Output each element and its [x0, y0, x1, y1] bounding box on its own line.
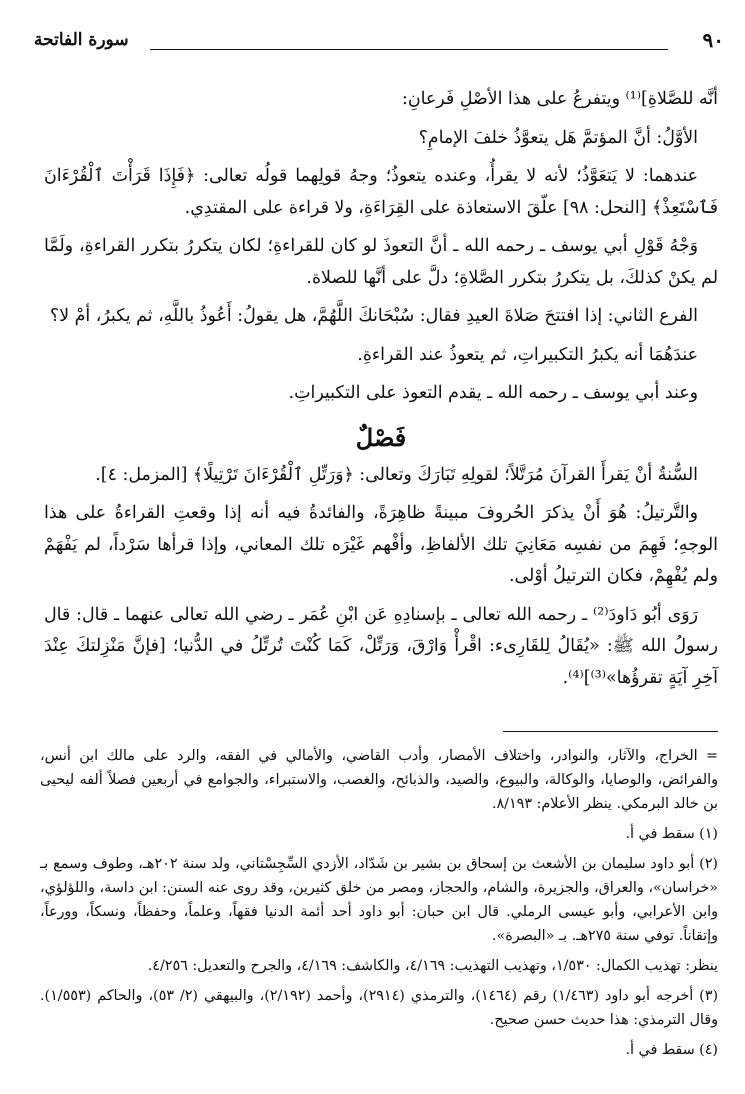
footnotes	[40, 731, 718, 1068]
footnote: (٣) أخرجه أبو داود (١/٤٦٣) رقم (١٤٦٤)، والترمذي (٢٩١٤)، وأحمد (٢/١٩٢)، والبيهقي (٢/ ٥٣)، والحاكم (١/٥٥٣). وقال الترمذي: هذا حديث حسن صحيح.	[40, 988, 719, 1028]
footnote-rule	[503, 731, 718, 732]
footnote: ينظر: تهذيب الكمال: ١/٥٣٠، وتهذيب التهذيب: ٤/١٦٩، والكاشف: ٤/١٦٩، والجرح والتعديل: ٤/٢٥٦.	[147, 958, 718, 974]
surah-title: سورة الفاتحة	[34, 30, 129, 50]
page-number: ٩٠	[702, 28, 724, 52]
paragraph: وعند أبي يوسف ـ رحمه الله ـ يقدم التعوذ على التكبيراتِ.	[288, 383, 698, 403]
paragraph: الأوَّلُ: أنَّ المؤتمَّ هَل يتعوَّذُ خلفَ الإمامِ؟	[418, 127, 698, 148]
footnote: = الخراج، والآثار، والنوادر، واختلاف الأمصار، وأدب القاضي، والأمالي في الفقه، والرد على مالك ابن أنس، والفرائض، والوصايا، والوكالة، والبيوع، والصيد، والذبائح، والغصب، والاستبراء، والجوامع في أربعين فصلاً ألفه ليحيى بن خالد البرمكي. ينظر الأعلام: ٨/١٩٣.	[40, 748, 718, 812]
paragraph: وَجْهُ قَوْلِ أبي يوسف ـ رحمه الله ـ أنَّ التعوذَ لو كان للقراءةِ؛ لكان يتكررُ بتكرر القراءةِ، ولَمَّا لم يكنْ كذلكَ، بل يتكررُ بتكرر الصَّلاةِ؛ دلَّ على أنَّها للصلاة.	[44, 236, 718, 288]
footnote: (١) سقط في أ.	[625, 826, 718, 842]
main-text	[44, 84, 718, 701]
footnote: (٢) أبو داود سليمان بن الأشعث بن إسحاق بن بشير بن شَدّاد، الأزدي السِّجِسْتاني، ولد سنة ٢٠٢هـ، وطوف وسمع بـ «خراسان»، والعراق، والجزيرة، والشام، والحجاز، ومصر من خلق كثيرين، وقد روى عنه السنن: ابن داسة، واللؤلؤي، وابن الأعرابي، وأبو عيسى الرملي. قال ابن حبان: أبو داود أحد أئمة الدنيا فقهاً، وعلماً، وحفظاً، ونسكاً، وورعاً، وإتقاناً. توفي سنة ٢٧٥هـ. بـ «البصرة».	[40, 856, 718, 944]
page-header	[30, 28, 730, 64]
paragraph: والتَّرتيلُ: هُوَ أَنْ يذكرَ الحُروفَ مبينةً ظاهِرَةً، والفائدةُ فيه أنه إذا وقعتِ القراءةُ على هذا الوجهِ؛ فَهِمَ من نفسِه مَعَانِيَ تلك الألفاظِ، وأفْهم غَيْرَه تلك المعاني، وإذا قرأها سَرْداً، لم يَفْهَمْ ولم يُفْهِمْ، فكان الترتيلُ أوْلى.	[44, 503, 718, 586]
paragraph: عندهما: لا يَتعَوَّذُ؛ لأنه لا يقرأُ، وعنده يتعوذُ؛ وجهُ قولِهما قولُه تعالى: ﴿فَإِذَا قَرَأْتَ ٱلْقُرْءَانَ فَٱسْتَعِذْ﴾ [النحل: ٩٨] علّقَ الاستعاذة على القِرَاءَةِ، ولا قراءة على المقتدِي.	[44, 166, 718, 218]
paragraph: أنَّه للصَّلاةِ]⁽¹⁾ ويتفرعُ على هذا الأصْلِ فَرعانِ:	[401, 89, 718, 109]
header-rule	[150, 49, 668, 50]
section-heading: فَصْلٌ	[355, 422, 407, 452]
paragraph: السُّنةُ أنْ يَقرأَ القرآنَ مُرَتَّلاً؛ لقولِهِ تَبَارَكَ وتعالى: ﴿وَرَتِّلِ ٱلْقُرْءَانَ تَرْتِيلًا﴾ [المزمل: ٤].	[95, 464, 698, 485]
paragraph: رَوَى أبُو دَاودَ⁽²⁾ ـ رحمه الله تعالى ـ بإسنادِهِ عَن ابْنِ عُمَر ـ رضي الله تعالى عنهما ـ قال: قال رسولُ الله ﷺ: «يُقَالُ لِلقَارِىء: اقْرأْ وَارْقَ، وَرَتِّلْ، كَمَا كُنْتَ تُرتِّلُ في الدُّنيا؛ [فإنَّ مَنْزِلتكَ عِنْدَ آخِرِ آيَةٍ تقرؤُها»⁽³⁾]⁽⁴⁾.	[44, 604, 718, 688]
paragraph: عندَهُمَا أنه يكبرُ التكبيراتِ، ثم يتعوذُ عند القراءةِ.	[357, 344, 698, 365]
footnote: (٤) سقط في أ.	[625, 1042, 718, 1058]
book-page	[30, 28, 730, 1068]
paragraph: الفرع الثاني: إذا افتتحَ صَلاةَ العيدِ فقال: سُبْحَانكَ اللَّهُمَّ، هل يقولُ: أَعُوذُ باللَّهِ، ثم يكبرُ، أمْ لا؟	[49, 306, 698, 326]
